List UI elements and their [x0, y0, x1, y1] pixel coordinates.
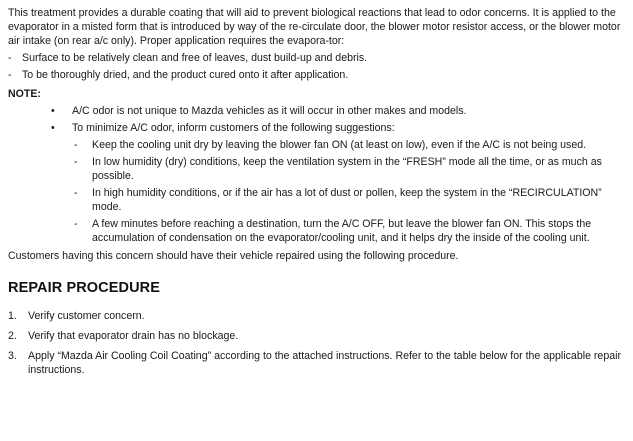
note-heading: NOTE: — [8, 88, 41, 100]
step-text: Verify that evaporator drain has no blockage. — [28, 330, 239, 343]
dash-marker: - — [74, 187, 78, 199]
list-item — [72, 217, 625, 245]
step-number: 3. — [8, 350, 17, 363]
list-item-text: To minimize A/C odor, inform customers of the following suggestions: — [72, 122, 395, 134]
dash-marker: - — [8, 52, 12, 64]
list-item — [8, 329, 625, 343]
evaporator-requirements-list — [8, 51, 625, 82]
closing-paragraph: Customers having this concern should have their vehicle repaired using the following procedure. — [8, 250, 459, 262]
list-item — [8, 68, 625, 82]
list-item-text: To be thoroughly dried, and the product cured onto it after application. — [22, 69, 349, 81]
repair-steps-list — [8, 309, 625, 377]
dash-marker: - — [8, 69, 12, 81]
list-item-text: Surface to be relatively clean and free of leaves, dust build-up and debris. — [22, 52, 368, 64]
step-text: Verify customer concern. — [28, 310, 145, 323]
list-item-text: Keep the cooling unit dry by leaving the blower fan ON (at least on low), even if the A/C is not being used. — [92, 139, 587, 151]
list-item-text: In high humidity conditions, or if the air has a lot of dust or pollen, keep the system in the “RECIRCULATION” mode. — [92, 187, 602, 213]
list-item-text: In low humidity (dry) conditions, keep the ventilation system in the “FRESH” mode all the time, or as much as possible. — [92, 156, 602, 182]
list-item — [8, 104, 625, 118]
list-item — [8, 121, 625, 245]
bullet-marker: • — [51, 122, 55, 134]
list-item — [72, 155, 625, 183]
list-item-text: A few minutes before reaching a destination, turn the A/C OFF, but leave the blower fan ON. This stops the accumulation of condensation on the evaporator/cooling unit, and it helps dry the inside of the cooling unit. — [92, 218, 592, 244]
list-item — [8, 309, 625, 323]
dash-marker: - — [74, 218, 78, 230]
dash-marker: - — [74, 139, 78, 151]
suggestions-list — [72, 138, 625, 245]
step-number: 2. — [8, 330, 17, 343]
list-item — [72, 138, 625, 152]
list-item — [8, 349, 625, 377]
list-item — [8, 51, 625, 65]
step-text: Apply “Mazda Air Cooling Coil Coating” according to the attached instructions. Refer to the table below for the applicable repair instructions. — [28, 350, 621, 377]
note-bullet-list — [8, 104, 625, 245]
list-item-text: A/C odor is not unique to Mazda vehicles as it will occur in other makes and models. — [72, 105, 467, 117]
list-item — [72, 186, 625, 214]
repair-procedure-heading: REPAIR PROCEDURE — [8, 280, 160, 296]
bullet-marker: • — [51, 105, 55, 117]
step-number: 1. — [8, 310, 17, 323]
intro-paragraph: This treatment provides a durable coating that will aid to prevent biological reactions that lead to odor concerns. It is applied to the evaporator in a misted form that is introduced by way of the re-circulate door, the blower motor resistor access, or the blower motor air intake (on rear a/c only). Proper application requires the evapora-tor: — [8, 7, 621, 47]
dash-marker: - — [74, 156, 78, 168]
